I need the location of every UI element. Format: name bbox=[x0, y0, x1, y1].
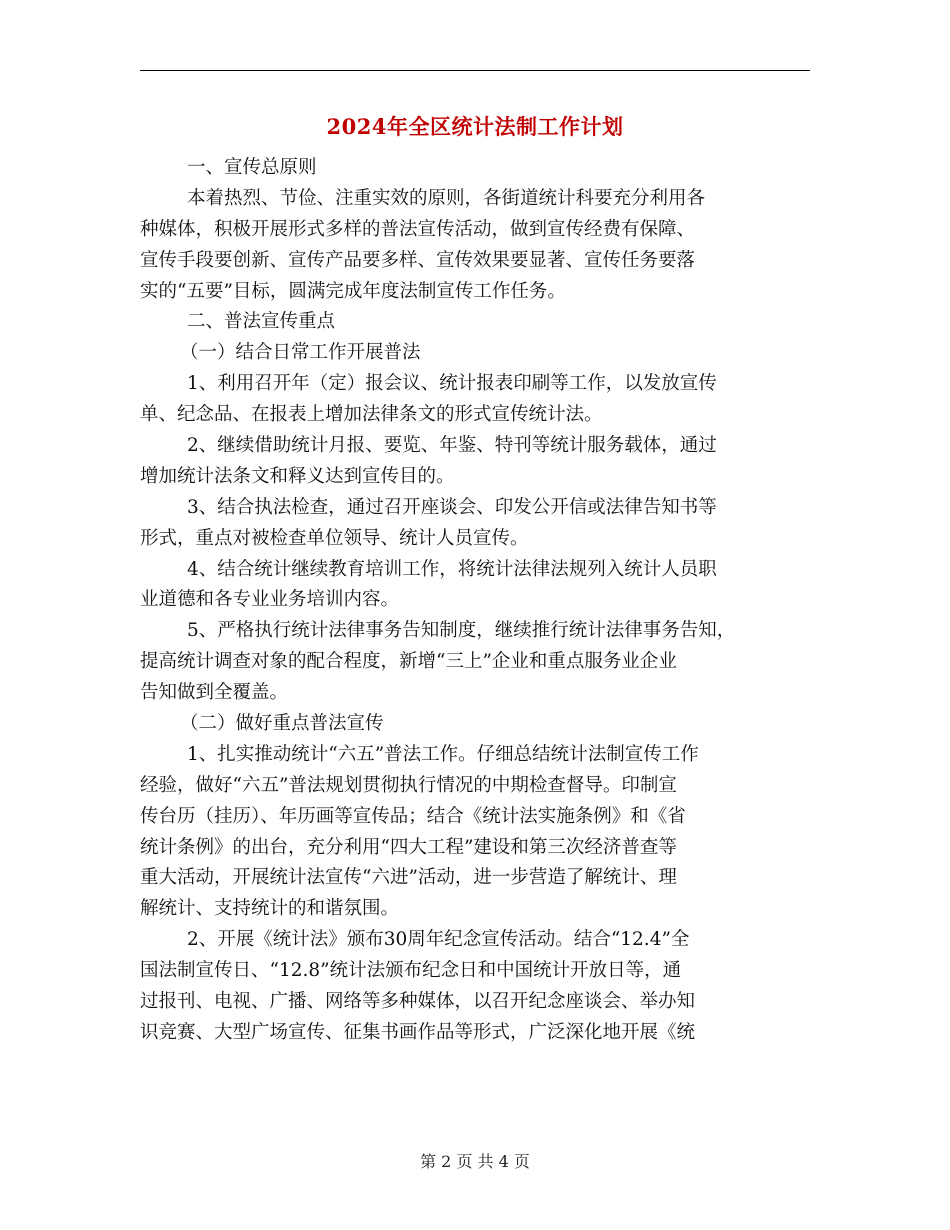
subsection-heading: （二）做好重点普法宣传 bbox=[180, 713, 384, 735]
paragraph-line: 识竞赛、大型广场宣传、征集书画作品等形式，广泛深化地开展《统 bbox=[140, 1021, 696, 1043]
paragraph-line: 业道德和各专业业务培训内容。 bbox=[140, 589, 400, 611]
paragraph-line: 解统计、支持统计的和谐氛围。 bbox=[140, 898, 400, 920]
paragraph-line: 单、纪念品、在报表上增加法律条文的形式宣传统计法。 bbox=[140, 404, 603, 426]
header-rule bbox=[140, 70, 810, 71]
paragraph-line: 3、结合执法检查，通过召开座谈会、印发公开信或法律告知书等 bbox=[187, 496, 717, 518]
paragraph-line: 提高统计调查对象的配合程度，新增“三上”企业和重点服务业企业 bbox=[140, 651, 677, 673]
paragraph-line: 统计条例》的出台，充分利用“四大工程”建设和第三次经济普查等 bbox=[140, 836, 677, 858]
paragraph-line: 种媒体，积极开展形式多样的普法宣传活动，做到宣传经费有保障、 bbox=[140, 218, 696, 240]
paragraph-line: 经验，做好“六五”普法规划贯彻执行情况的中期检查督导。印制宣 bbox=[140, 774, 677, 796]
document-body bbox=[140, 153, 810, 1049]
paragraph-line: 传台历（挂历）、年历画等宣传品；结合《统计法实施条例》和《省 bbox=[140, 805, 686, 827]
paragraph-line: 增加统计法条文和释义达到宣传目的。 bbox=[140, 465, 455, 487]
paragraph-line: 2、继续借助统计月报、要览、年鉴、特刊等统计服务载体，通过 bbox=[187, 435, 717, 457]
subsection-heading: （一）结合日常工作开展普法 bbox=[180, 342, 421, 364]
paragraph-line: 5、严格执行统计法律事务告知制度，继续推行统计法律事务告知， bbox=[187, 620, 736, 642]
paragraph-line: 本着热烈、节俭、注重实效的原则，各街道统计科要充分利用各 bbox=[187, 187, 706, 209]
paragraph-line: 告知做到全覆盖。 bbox=[140, 682, 289, 704]
paragraph-line: 1、扎实推动统计“六五”普法工作。仔细总结统计法制宣传工作 bbox=[187, 743, 699, 765]
paragraph-line: 实的“五要”目标，圆满完成年度法制宣传工作任务。 bbox=[140, 280, 566, 302]
paragraph-line: 2、开展《统计法》颁布30周年纪念宣传活动。结合“12.4”全 bbox=[187, 929, 690, 951]
paragraph-line: 国法制宣传日、“12.8”统计法颁布纪念日和中国统计开放日等，通 bbox=[140, 960, 682, 982]
section-heading: 二、普法宣传重点 bbox=[187, 311, 336, 333]
paragraph-line: 4、结合统计继续教育培训工作，将统计法律法规列入统计人员职 bbox=[187, 558, 717, 580]
paragraph-line: 宣传手段要创新、宣传产品要多样、宣传效果要显著、宣传任务要落 bbox=[140, 249, 696, 271]
paragraph-line: 1、利用召开年（定）报会议、统计报表印刷等工作，以发放宣传 bbox=[187, 373, 717, 395]
page-number-footer: 第 2 页 共 4 页 bbox=[420, 1152, 530, 1171]
paragraph-line: 形式，重点对被检查单位领导、统计人员宣传。 bbox=[140, 527, 529, 549]
paragraph-line: 重大活动，开展统计法宣传“六进”活动，进一步营造了解统计、理 bbox=[140, 867, 677, 889]
paragraph-line: 过报刊、电视、广播、网络等多种媒体，以召开纪念座谈会、举办知 bbox=[140, 991, 696, 1013]
section-heading: 一、宣传总原则 bbox=[187, 157, 317, 178]
document-title: 2024年全区统计法制工作计划 bbox=[326, 114, 624, 139]
